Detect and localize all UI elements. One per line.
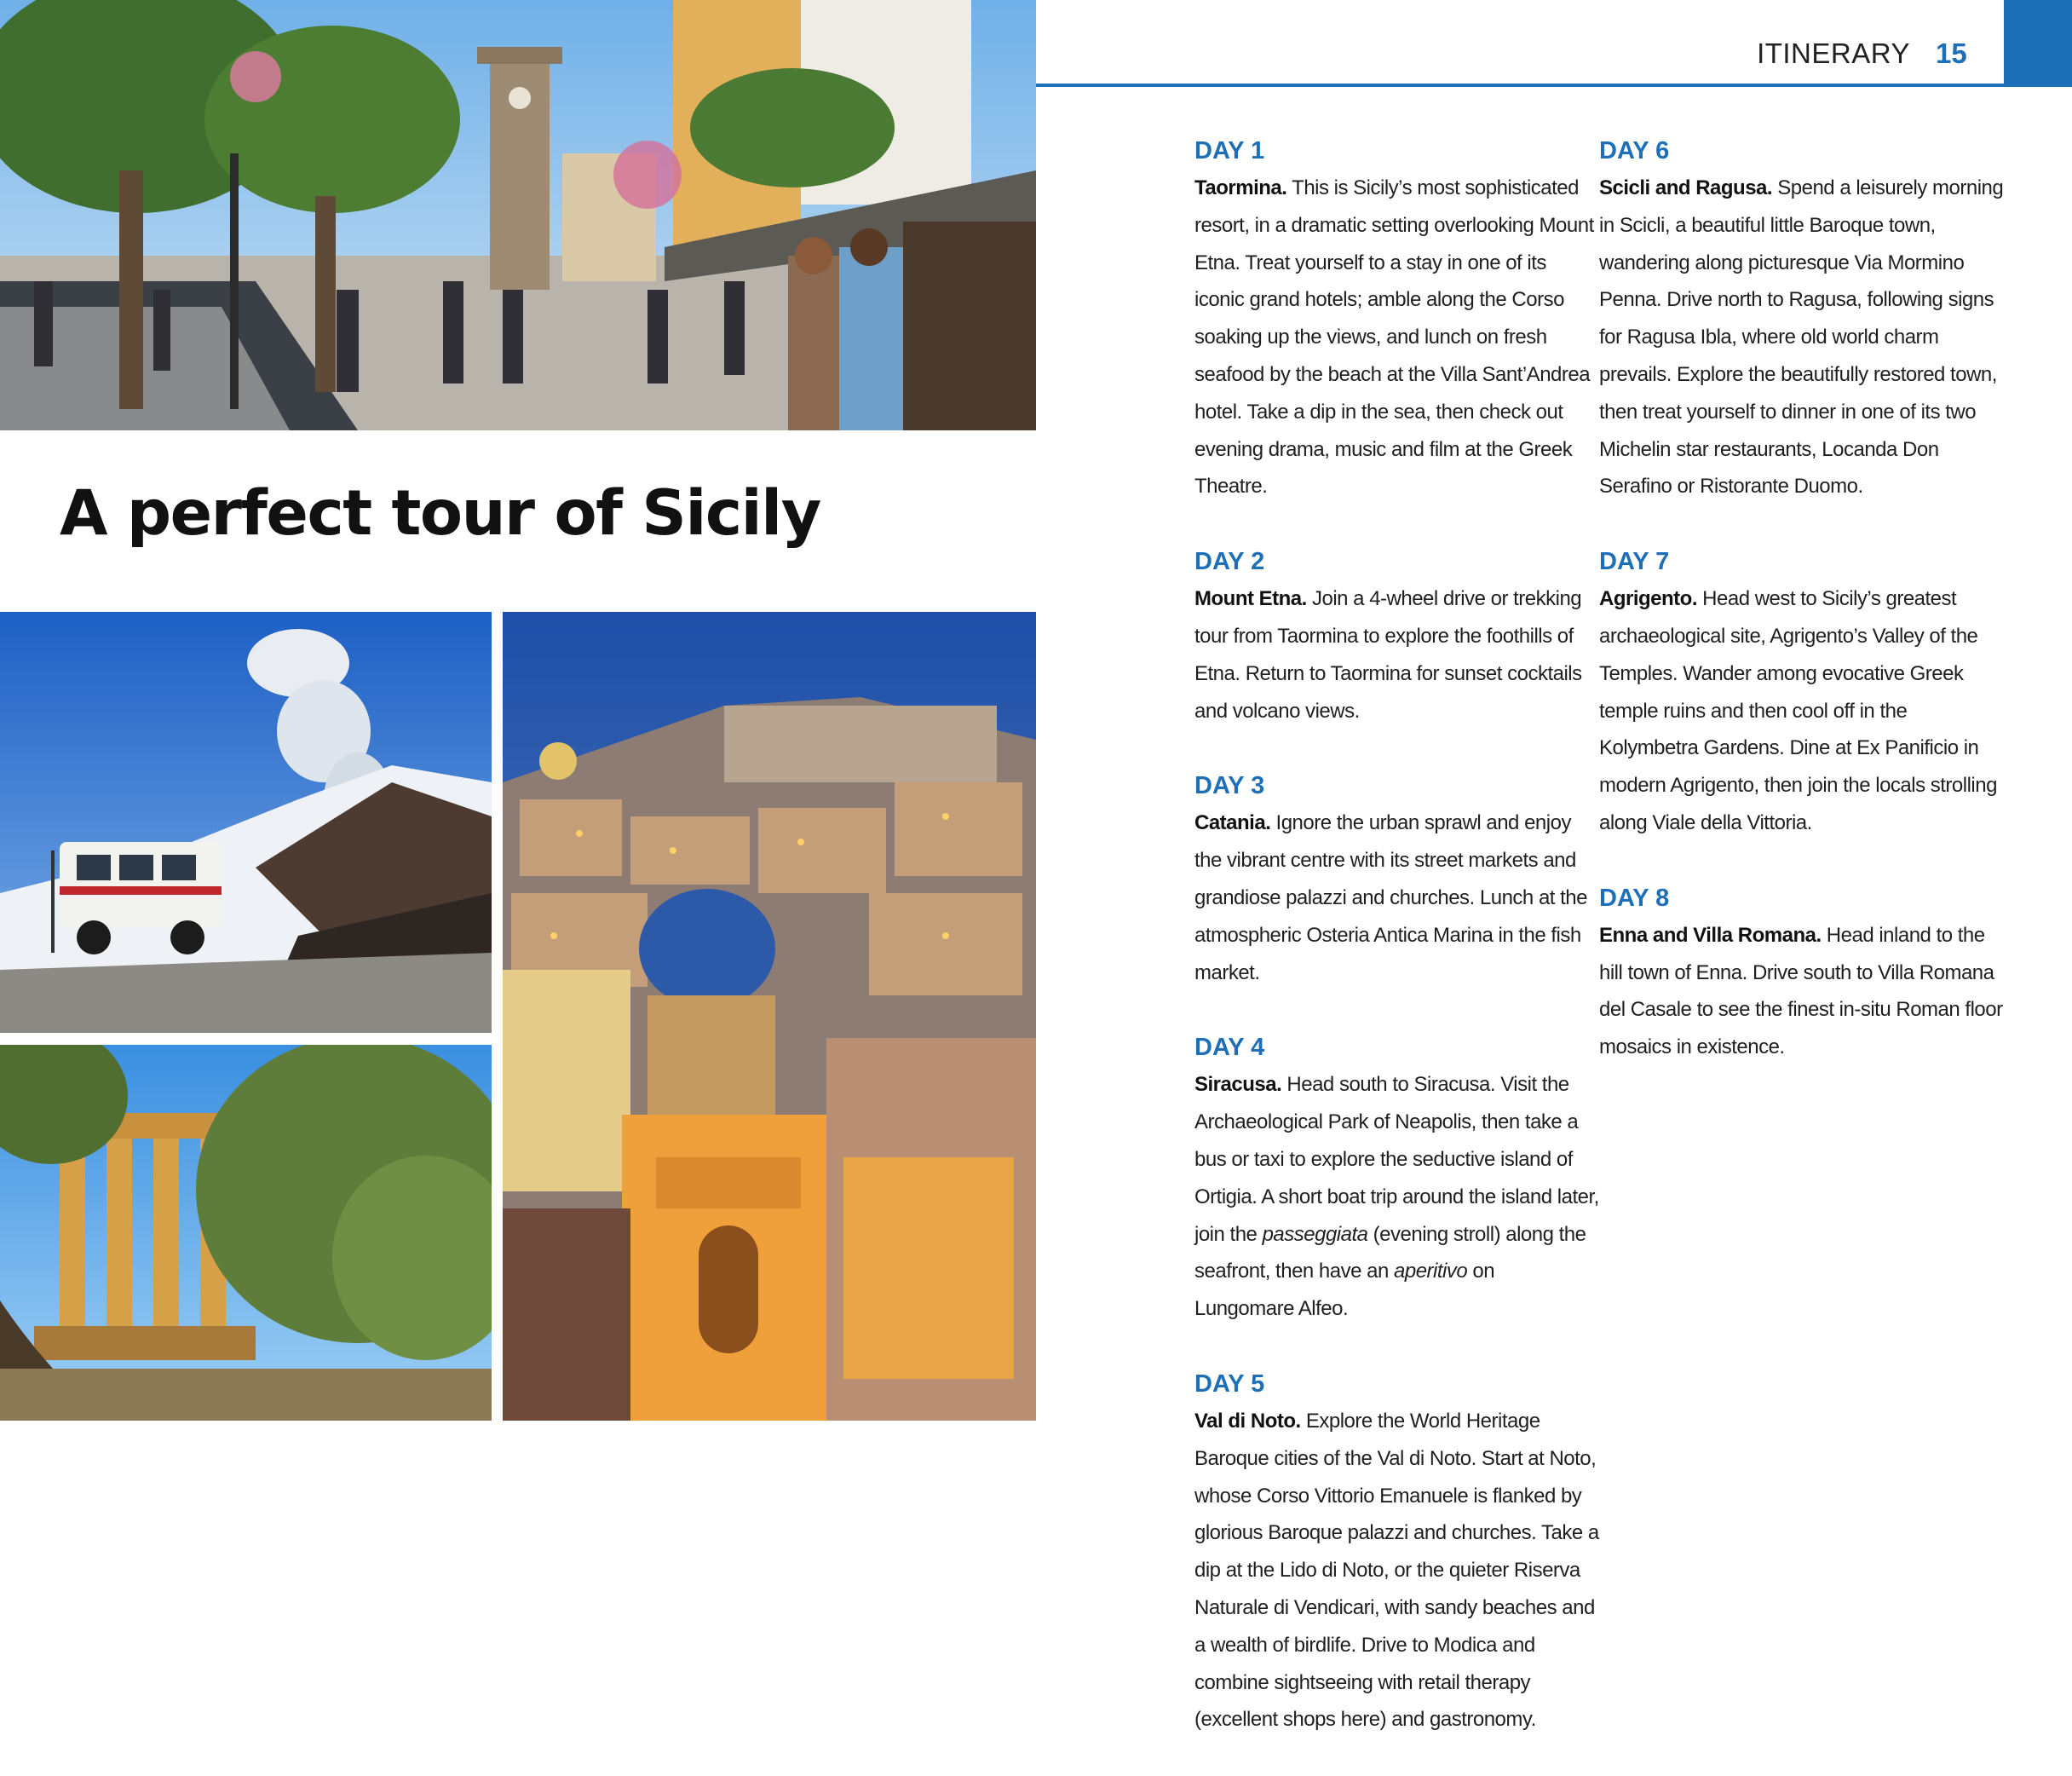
photo-mount-etna	[0, 612, 492, 1033]
day-description: Head west to Sicily’s greatest archaeological site, Agrigento’s Valley of the Temples. Wander among evocative Greek temple ruins and then cool off in the Kolymbetra Gardens. Dine at Ex Panificio in modern Agrigento, then join the locals strolling along Viale della Vittoria.	[1599, 587, 1997, 834]
day-description: Ignore the urban sprawl and enjoy the vibrant centre with its street markets and grandiose palazzi and churches. Lunch at the atmospheric Osteria Antica Marina in the fish market.	[1194, 811, 1587, 984]
page-number: 15	[1936, 37, 1967, 69]
header-rule	[1036, 84, 2072, 87]
day-block	[1194, 132, 1599, 505]
day-text	[1194, 170, 1599, 505]
header-tab	[2004, 0, 2072, 87]
itinerary-column-left	[1194, 132, 1599, 1776]
day-heading: DAY 3	[1194, 772, 1265, 800]
day-place: Enna and Villa Romana.	[1599, 923, 1822, 947]
day-place: Agrigento.	[1599, 587, 1697, 611]
day-block	[1599, 543, 2004, 842]
day-block	[1599, 879, 2004, 1066]
day-description: Head south to Siracusa. Visit the Archaeological Park of Neapolis, then take a bus or taxi to explore the seductive island of Ortigia. A short boat trip around the island later, join the	[1194, 1073, 1599, 1246]
day-place: Catania.	[1194, 811, 1271, 835]
day-description: Explore the World Heritage Baroque cities of the Val di Noto. Start at Noto, whose Corso Vittorio Emanuele is flanked by glorious Baroque palazzi and churches. Take a dip at the Lido di Noto, or the quieter Riserva Naturale di Vendicari, with sandy beaches and a wealth of birdlife. Drive to Modica and combine sightseeing with retail therapy (excellent shops here) and gastronomy.	[1194, 1409, 1599, 1732]
photo-taormina-street	[0, 0, 1036, 430]
day-italic-term: passeggiata	[1262, 1222, 1368, 1246]
day-text	[1599, 170, 2004, 505]
photo-agrigento-temple	[0, 1045, 492, 1421]
day-text	[1194, 1403, 1599, 1739]
day-description: Spend a leisurely morning in Scicli, a beautiful little Baroque town, wandering along picturesque Via Mormino Penna. Drive north to Ragusa, following signs for Ragusa Ibla, where old world charm prevails. Explore the beautifully restored town, then treat yourself to dinner in one of its two Michelin star restaurants, Locanda Don Serafino or Ristorante Duomo.	[1599, 176, 2004, 499]
day-heading: DAY 2	[1194, 548, 1265, 576]
photo-ragusa-ibla	[503, 612, 1036, 1421]
day-text	[1599, 917, 2004, 1066]
day-block	[1194, 1365, 1599, 1739]
day-place: Scicli and Ragusa.	[1599, 176, 1773, 199]
day-heading: DAY 7	[1599, 548, 1670, 576]
day-heading: DAY 6	[1599, 137, 1670, 164]
day-place: Siracusa.	[1194, 1073, 1282, 1097]
day-heading: DAY 8	[1599, 884, 1670, 912]
day-text	[1599, 580, 2004, 842]
day-block	[1599, 132, 2004, 505]
day-description: Head inland to the hill town of Enna. Drive south to Villa Romana del Casale to see the finest in-situ Roman floor mosaics in existence.	[1599, 923, 2003, 1059]
day-block	[1194, 767, 1599, 991]
day-text	[1194, 1066, 1599, 1328]
day-description: Join a 4-wheel drive or trekking tour from Taormina to explore the foothills of Etna. Return to Taormina for sunset cocktails and volcano views.	[1194, 587, 1582, 723]
day-heading: DAY 5	[1194, 1369, 1265, 1398]
section-label: ITINERARY	[1757, 37, 1910, 69]
day-description: (evening stroll) along the seafront, then have an	[1194, 1222, 1586, 1283]
day-text	[1194, 580, 1599, 729]
page-title: A perfect tour of Sicily	[60, 477, 820, 550]
day-heading: DAY 4	[1194, 1034, 1265, 1062]
day-block	[1194, 1029, 1599, 1328]
itinerary-column-right	[1599, 132, 2004, 1104]
day-place: Taormina.	[1194, 176, 1287, 199]
day-block	[1194, 543, 1599, 729]
day-heading: DAY 1	[1194, 137, 1265, 164]
day-place: Val di Noto.	[1194, 1409, 1301, 1433]
day-description: on Lungomare Alfeo.	[1194, 1260, 1495, 1321]
day-description: This is Sicily’s most sophisticated resort, in a dramatic setting overlooking Mount Etna. Treat yourself to a stay in one of its iconic grand hotels; amble along the Corso soaking up the views, and lunch on fresh seafood by the beach at the Villa Sant’Andrea hotel. Take a dip in the sea, then check out evening drama, music and film at the Greek Theatre.	[1194, 176, 1594, 499]
day-italic-term: aperitivo	[1394, 1260, 1468, 1283]
day-text	[1194, 804, 1599, 991]
day-place: Mount Etna.	[1194, 587, 1307, 611]
